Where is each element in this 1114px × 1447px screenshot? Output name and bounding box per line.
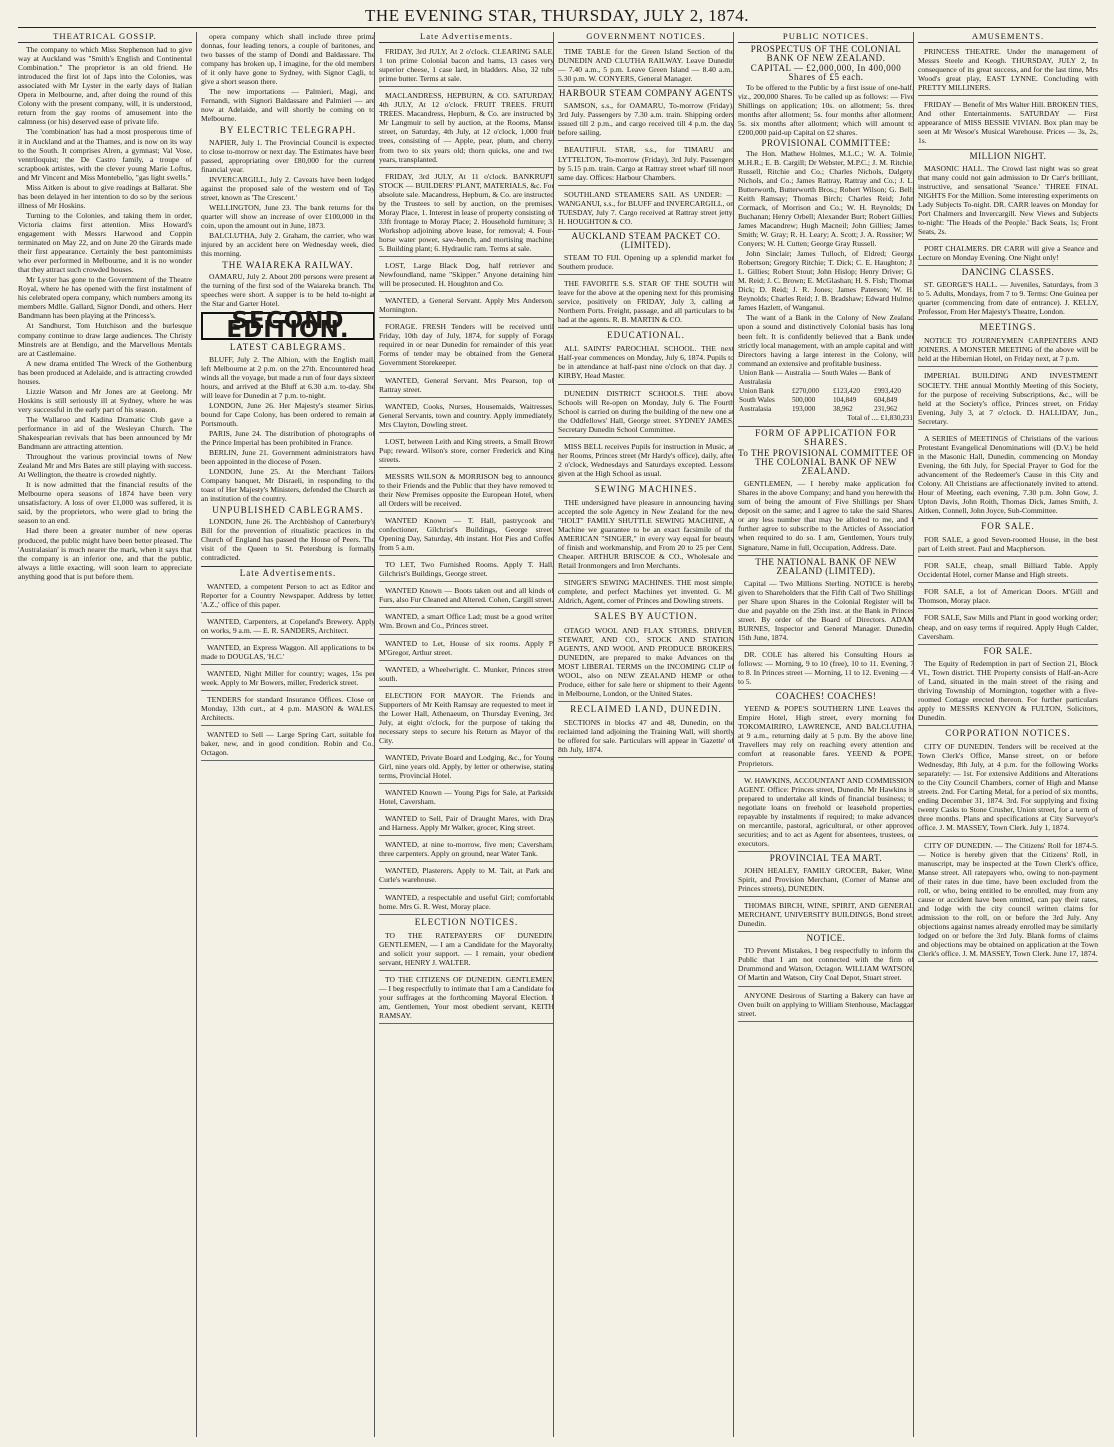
- advertisement: TO LET, Two Furnished Rooms. Apply T. Hall, Gilchrist's Buildings, George street.: [379, 560, 554, 579]
- masthead-rule: [18, 27, 1096, 28]
- advertisement: NOTICE TO JOURNEYMEN CARPENTERS AND JOINERS. A MONSTER MEETING of the above will be held at the Hibernian Hotel, on Friday next, at 7 p.m.: [918, 336, 1098, 364]
- paragraph: Lizzie Watson and Mr Jones are at Geelong. Mr Hoskins is still seriously ill at Sydney, where he was very successful in the early part of his season.: [18, 386, 192, 414]
- column-4: [553, 32, 734, 1437]
- advertisement: WANTED, General Servant. Mrs Pearson, top of Rattray street.: [379, 375, 554, 394]
- advertisement: IMPERIAL BUILDING AND INVESTMENT SOCIETY. THE annual Monthly Meeting of this Society, for the purpose of receiving Subscriptions, &c., will be held at the Society's office, Princes street, on Friday Evening, July 3, at 7 o'clock. D. HALLIDAY, Jun., Secretary.: [918, 371, 1098, 426]
- cablegram: PARIS, June 24. The distribution of photographs of the Prince Imperial has been prohibited in France.: [201, 428, 375, 447]
- column-2: [196, 32, 375, 1437]
- advertisement: FOR SALE, a lot of American Doors. M'Gill and Thomson, Moray place.: [918, 587, 1098, 606]
- advertisement: THE undersigned have pleasure in announcing having accepted the sole Agency in New Zealand for the new "HOLT" FAMILY SHUTTLE SEWING MACHINE, A Machine we guarantee to be an exact facsimile of the AMERICAN "SINGER," in every way equal for beauty of finish and workmanship, and From 20 to 25 per Cent. Cheaper. ARTHUR BRISCOE & CO., Wholesale and Retail Ironmongers and Iron Merchants.: [558, 497, 734, 571]
- educational-heading: EDUCATIONAL.: [607, 330, 685, 341]
- paragraph: Had there been a greater number of new operas produced, the public might have been better pleased. The 'Australasian' is much nearer the mark, when it says that the company is an inferior one, and that the public, always a little exacting, will soon learn to appreciate anything good that is put before them.: [18, 526, 192, 581]
- advertisement: WANTED Known — T. Hall, pastrycook and confectioner, Gilchrist's Buildings, George street. Opening Day, Saturday, 4th instant. Hot Pies and Coffee from 5 a.m.: [379, 516, 554, 553]
- form-heading: FORM OF APPLICATION FOR SHARES.: [738, 426, 914, 447]
- committee-heading: PROVISIONAL COMMITTEE:: [761, 137, 891, 148]
- paragraph: The new importations — Palmieri, Magi, and Fernandi, with Signori Baldassare and Palmieri — are now at Adelaide, and will shortly be coming on to Melbourne.: [201, 87, 375, 124]
- theatrical-gossip-heading: THEATRICAL GOSSIP.: [18, 32, 192, 43]
- advertisement: WANTED, a General Servant. Apply Mrs Anderson, Mornington.: [379, 296, 554, 315]
- advertisement: CITY OF DUNEDIN. — The Citizens' Roll for 1874-5. — Notice is hereby given that the Citizens' Roll, in manuscript, may be inspected at the Town Clerk's office, Manse street. All ratepayers who, owing to non-payment of their rates in due time, have been excluded from the roll, or who, being entitled to be enrolled, may from any cause or accident have been omitted, can pay their rates, and lodge with the city council written claims for admission to the roll, on or before the 3rd July. Any objections against names already enrolled may be similarly lodged on or before the 3rd July. Blank forms of claims and objections may be obtained on application at the Town Clerk's office. J. M. MASSEY, Town Clerk. June 17, 1874.: [918, 840, 1098, 959]
- advertisement: WANTED Known — Boots taken out and all kinds of Furs, also Fur Cleaned and Altered. Cohen, Cargill street.: [379, 586, 554, 605]
- railway-text: OAMARU, July 2. About 200 persons were present at the turning of the first sod of the Waiareka branch. The speeches were short. A supper is to be held to-night at the Star and Garter Hotel.: [201, 272, 375, 309]
- unpublished-text: LONDON, June 26. The Archbishop of Canterbury's Bill for the prevention of ritualistic practices in the Church of England has passed the House of Peers. The visit of the Queen to St. Petersburg is formally contradicted.: [201, 517, 375, 563]
- amusements-heading: AMUSEMENTS.: [918, 32, 1098, 43]
- committee-list: John Sinclair; James Tulloch, of Eldred; George Robertson; Gregory Ritchie; T. Dick; C. E. Haughton; J. L. Gillies; Robert Stout; John Hislop; Henry Driver; G. M. Reid; J. C. Brown; E. McGlashan; H. S. Fish; Thomas Dick; D. Reid; J. R. Jones; James Paterson; W. H. Reynolds; Charles Reid; J. B. Bradshaw; Edward Hulme; James Hazlett, of Wanganui.: [738, 249, 914, 313]
- advertisement: FOR SALE, Saw Mills and Plant in good working order; cheap, and on easy terms if required. Apply Hugh Calder, Caversham.: [918, 613, 1098, 641]
- prospectus-heading: PROSPECTUS OF THE COLONIAL BANK OF NEW ZEALAND.: [750, 44, 902, 64]
- advertisement: WANTED, Plasterers. Apply to M. Tait, at Park and Curle's warehouse.: [379, 866, 554, 885]
- national-bank-heading: THE NATIONAL BANK OF NEW ZEALAND (LIMITED).: [755, 556, 897, 576]
- election-notices-heading: ELECTION NOTICES.: [414, 916, 519, 927]
- advertisement: A SERIES of MEETINGS of Christians of the various Protestant Evangelical Denominations will (D.V.) be held in the Masonic Hall, Dunedin, commencing on Monday Evening, the 6th July, for Special Prayer to God for the advancement of the Redeemer's Cause in this City and Colony. All Christians are affectionately invited to attend. Hour of Meeting, each evening, 7.30 p.m. John Gow, J. Upton Davis, John Roith, Thomas Dick, James Smith, J. Aitken, Connell, John Joyce, Sub-Committee.: [918, 433, 1098, 516]
- advertisement: MESSRS WILSON & MORRISON beg to announce to their Friends and the Public that they have removed to their New Premises opposite the European Hotel, where all Orders will be received.: [379, 471, 554, 509]
- advertisement: W. HAWKINS, ACCOUNTANT AND COMMISSION AGENT. Office: Princes street, Dunedin. Mr Hawkins is prepared to undertake all kinds of financial business; to negotiate loans on freehold or leasehold properties, repayable by instalments if required; to make advances on mercantile, pastoral, agricultural, or other approved securities; and to act as Agent for absentees, trustees, or executors.: [738, 775, 914, 848]
- advertisement: THOMAS BIRCH, WINE, SPIRIT, AND GENERAL MERCHANT, UNIVERSITY BUILDINGS, Bond street, Dunedin.: [738, 901, 914, 929]
- late-advertisements-heading: Late Advertisements.: [379, 32, 554, 43]
- national-bank-text: Capital — Two Millions Sterling. NOTICE is hereby given to Shareholders that the Fifth Call of Two Shillings per Share upon Shares in the Colonial Register will be due and payable on the 25th inst. at the Bank in Princes street. By order of the Board of Directors. ADAM BURNES, Inspector and General Manager. Dunedin, 15th June, 1874.: [738, 578, 914, 642]
- table-row: Union Bank £270,000 £123,420 £993,420: [739, 386, 901, 395]
- advertisement: FORAGE. FRESH Tenders will be received until Friday, 10th day of July, 1874, for supply of Forage required in or near Dunedin for remainder of this year. Forms of tender may be obtained from the General Government Storekeeper.: [379, 322, 554, 368]
- advertisement: THE FAVORITE S.S. STAR OF THE SOUTH will leave for the above at the opening next for this promising service, positively on FRIDAY, July 3, calling at Northern Ports. Freight, passage, and all particulars to be had at the agents. R. B. MARTIN & CO.: [558, 279, 734, 325]
- column-3: [374, 32, 554, 1437]
- telegram: INVERCARGILL, July 2. Caveats have been lodged against the proposed sale of the western end of Tay street, known as 'The Crescent.': [201, 174, 375, 202]
- cablegram: BLUFF, July 2. The Albion, with the English mail, left Melbourne at 2 p.m. on the 27th. Encountered head winds all the voyage, but made a run of four days sixteen hours, and arrived at the Bluff at 6.30 a.m. to-day. She will leave for Dunedin at 7 p.m. to-night.: [201, 354, 375, 400]
- paragraph: The 'combination' has had a most prosperous time of it in Auckland and at the Thames, and is now on its way to the South. It comprises Alren, a gymnast; Val Vose, ventriloquist; the De Castro family, a troupe of scrapbook artistes, with the clever young Marie Loftus, and Mr Vincent and Miss Montebello, "gas light swells.": [18, 127, 192, 182]
- table-row: Australasia 193,000 38,962 231,962: [739, 404, 898, 413]
- advertisement: MACLANDRESS, HEPBURN, & CO. SATURDAY, 4th JULY, At 12 o'clock. FRUIT TREES. FRUIT TREES. Macandress, Hepburn, & Co. are instructed by Mr Langmuir to sell by auction, at the Rooms, Manse street, on Saturday, 4th July, at 12 o'clock, 1,000 fruit trees, consisting of — Apple, pear, plum, and cherry, from two to six years old; thorn quicks, one and two years, transplanted.: [379, 91, 554, 164]
- bank-total: Total of .... £1,830,231: [847, 413, 913, 422]
- advertisement: WANTED, Carpenters, at Copeland's Brewery. Apply on works, 9 a.m. — E. R. SANDERS, Architect.: [201, 616, 375, 635]
- advertisement: WANTED to Let, House of six rooms. Apply P. M'Gregor, Arthur street.: [379, 638, 554, 657]
- unpublished-cablegrams-heading: UNPUBLISHED CABLEGRAMS.: [212, 505, 364, 516]
- for-sale-2-heading: FOR SALE.: [983, 645, 1033, 656]
- advertisement: DR. COLE has altered his Consulting Hours as follows: — Morning, 9 to 10 (free), 10 to 11. Evening, 7 to 8. In Princes street — Morning, 11 to 12. Evening — 4 to 5.: [738, 650, 914, 687]
- latest-cablegrams: [201, 355, 375, 504]
- advertisement: ANYONE Desirous of Starting a Bakery can have an Oven built on applying to William Stenhouse, Maclaggan street.: [738, 990, 914, 1018]
- advertisement: FRIDAY — Benefit of Mrs Walter Hill. BROKEN TIES, And other Entertainments. SATURDAY — First appearance of MISS BESSIE VIVIAN. Box plan may be seen at Mr Wesoe's Musical Warehouse. Prices — 3s, 2s, 1s.: [918, 100, 1098, 146]
- prospectus-text: The want of a Bank in the Colony of New Zealand upon a sound and distinctively Colonial basis has long been felt. It is confidently believed that a Bank under strictly local management, with an ample capital and with Directors having a large interest in the Colony, will command an extensive and profitable business.: [738, 313, 914, 368]
- advertisement: LOST, between Leith and King streets, a Small Brown Pup; reward. Wilson's store, corner Frederick and King streets.: [379, 436, 554, 464]
- paragraph: The company to which Miss Stephenson had to give way at Auckland was "Smith's English and Continental Combination." The proprietor is an old friend. He introduced the first lot of Japs into the Colonies, was associated with Mr Lyster in the early days of Italian Opera in Melbourne, and, after doing the round of this Colony with the present company, will, it is understood, return from the gay rooms of amusement into the calmness (or his) deserved ease of private life.: [18, 45, 192, 127]
- advertisement: WANTED to Sell — Large Spring Cart, suitable for baker, new, and in good condition. Robin and Co., Octagon.: [201, 730, 375, 758]
- paragraph: The Wallaroo and Kadina Dramatic Club gave a performance in aid of the Wesleyan Church. The Shakespearian revivals that has been announced by Mr Bandmann are attracting attention.: [18, 414, 192, 452]
- paragraph: At Sandhurst, Tom Hutchison and the burlesque company continue to draw large audiences. The Christy Minstrels are at Bendigo, and the Marvellous Mentals are at Castlemaine.: [18, 321, 192, 358]
- advertisement: The Equity of Redemption in part of Section 21, Block VI., Town district. THE Property consists of Half-an-Acre of Land, situated in the main street of the rising and thriving Township of Mornington, together with a five-roomed Cottage erected thereon. For further particulars apply to MESSRS KENYON & FULTON, Solicitors, Dunedin.: [918, 658, 1098, 722]
- harbour-agents-heading: HARBOUR STEAM COMPANY AGENTS: [558, 88, 734, 99]
- advertisement: DUNEDIN DISTRICT SCHOOLS. THE above Schools will Re-open on Monday, July 6. The Fourth School is carried on during the building of the new one at the Oddfellows' Hall, George street. SYDNEY JAMES, Secretary Dunedin School Committee.: [558, 388, 734, 434]
- advertisement: WANTED, an Express Waggon. All applications to be made to DOUGLAS, 'H.C.': [201, 642, 375, 661]
- advertisement: WANTED, Cooks, Nurses, Housemaids, Waitresses, General Servants, town and country. Apply immediately, Mrs Clayton, Dowling street.: [379, 401, 554, 429]
- paragraph: A new drama entitled The Wreck of the Gothenburg has been produced at Adelaide, and is attracting crowded houses.: [18, 358, 192, 386]
- paragraph: It is now admitted that the financial results of the Melbourne opera seasons of 1874 have been very unsatisfactory. A loss of over £1,000 was suffered, it is said, by the proprietors, who were glad to bring the season to an end.: [18, 480, 192, 526]
- advertisement: SECTIONS in blocks 47 and 48, Dunedin, on the reclaimed land adjoining the Training Wall, will shortly be offered for sale. Particulars will appear in 'Gazette' of 8th July, 1874.: [558, 717, 734, 755]
- advertisement: ALL SAINTS' PAROCHIAL SCHOOL. THE next Half-year commences on Monday, July 6, 1874. Pupils to be in attendance at half-past nine o'clock on that day. J. KIRBY, Head Master.: [558, 344, 734, 381]
- column-5: [733, 32, 914, 1437]
- advertisement: MASONIC HALL. The Crowd last night was so great that many could not gain admission to Dr Carr's brilliant, instructive, and sensational 'Seance.' THREE FINAL NIGHTS For the Million. Some interesting experiments on Lady Subjects To-night. DR. CARR leaves on Monday for Port Chalmers and Invercargill. New Views and Subjects to-night: 'The Heads of the People.' Back Seats, 1s; Front Seats, 2s.: [918, 163, 1098, 236]
- advertisement: ST. GEORGE'S HALL. — Juveniles, Saturdays, from 3 to 5. Adults, Mondays, from 7 to 9. Terms: One Guinea per quarter (commencing from date of entrance). J. KELLY, Professor, From Her Majesty's Theatre, London.: [918, 280, 1098, 317]
- advertisement: SOUTHLAND STEAMERS SAIL AS UNDER: — WANGANUI, s.s., for BLUFF and INVERCARGILL, on TUESDAY, July 7. Cargo received at Rattray street jetty. H. HOUGHTON & CO.: [558, 189, 734, 226]
- telegram: WELLINGTON, June 23. The bank returns for the quarter will show an increase of over £100,000 in the coin, upon the amount out in June, 1873.: [201, 202, 375, 230]
- latest-cablegrams-heading: LATEST CABLEGRAMS.: [229, 342, 347, 353]
- advertisement: ELECTION FOR MAYOR. The Friends and Supporters of Mr Keith Ramsay are requested to meet in the Lower Hall, Athenaeum, on Thursday Evening, 3rd July, at eight o'clock, for the purpose of taking the necessary steps to secure his Return as Mayor of the City.: [379, 690, 554, 745]
- election-notice: TO THE CITIZENS OF DUNEDIN. GENTLEMEN, — I beg respectfully to intimate that I am a Candidate for your suffrages at the forthcoming Mayoral Election. I am, Gentlemen, Your most obedient servant, KEITH RAMSAY.: [379, 974, 554, 1021]
- cablegram: LONDON, June 25. At the Merchant Tailors' Company banquet, Mr Disraeli, in responding to the toast of Her Majesty's Ministers, defended the Church as an institution of the country.: [201, 467, 375, 504]
- reclaimed-land-heading: RECLAIMED LAND, DUNEDIN.: [570, 703, 722, 714]
- advertisement: WANTED, Night Miller for country; wages, 15s per week. Apply to Mr Bowers, miller, Frederick street.: [201, 668, 375, 687]
- paragraph: Turning to the Colonies, and taking them in order, Victoria claims first attention. Miss Howard's engagement with Messrs Harwood and Coppin terminated on May 22, and on June 20 the Girards made their first appearance. Certainly the best pantomimists who ever performed in Melbourne, and it is no wonder that they attract such crowded houses.: [18, 210, 192, 275]
- advertisement: TIME TABLE for the Green Island Section of the DUNEDIN AND CLUTHA RAILWAY. Leave Dunedin — 7.40 a.m., 5 p.m. Leave Green Island — 8.40 a.m., 5.30 p.m. W. CONYERS, General Manager.: [558, 47, 734, 84]
- advertisement: YEEND & POPE'S SOUTHERN LINE Leaves the Empire Hotel, High street, every morning for TOKOMAIRIRO, LAWRENCE, AND BALCLUTHA, at 9 a.m., returning daily at 5 p.m. By the above line, Travellers may rely on reaching every attention and comfort at reasonable fares. YEEND & POPE, Proprietors.: [738, 704, 914, 768]
- paragraph: Throughout the various provincial towns of New Zealand Mr and Mrs Bates are still playing with success. At Wellington, the theatre is crowded nightly.: [18, 452, 192, 480]
- auckland-steam-heading: AUCKLAND STEAM PACKET CO. (LIMITED).: [571, 230, 721, 250]
- advertisement: BEAUTIFUL STAR, s.s., for TIMARU and LYTTELTON, To-morrow (Friday), 3rd July. Passengers by 5.15 p.m. train. Cargo at Rattray street wharf till noon same day. Offices: Harbour Chambers.: [558, 145, 734, 182]
- table-row: South Wales 500,000 104,849 604,849: [739, 395, 898, 404]
- capital-text: To be offered to the Public by a first issue of one-half, viz., 200,000 Shares. To be called up as follows: — Five Shillings on application; 10s. on allotment; 5s. three months after allotment; 5s. four months after allotment; 5s. six months after allotment; which will amount to £200,000 paid-up Capital on £2 shares.: [738, 83, 914, 138]
- meetings-heading: MEETINGS.: [979, 322, 1037, 333]
- form-text: GENTLEMEN, — I hereby make application for Shares in the above Company; and hand you herewith the sum of being the amount of Five Shillings per Share deposit on the same; and I agree to take the said Shares, or any less number that may be allotted to me, and I further agree to subscribe to the Articles of Association when required to do so. I am, Gentlemen, Yours truly, Signature, Name in full, Occupation, Address. Date.: [738, 479, 914, 552]
- election-notice: TO THE RATEPAYERS OF DUNEDIN. GENTLEMEN, — I am a Candidate for the Mayoralty, and solicit your support. — I remain, your obedient servant, HENRY J. WALTER.: [379, 930, 554, 967]
- public-notices-heading: PUBLIC NOTICES.: [738, 32, 914, 43]
- for-sale-heading: FOR SALE.: [981, 521, 1035, 532]
- form-to: To THE PROVISIONAL COMMITTEE OF THE COLONIAL BANK OF NEW ZEALAND.: [738, 448, 914, 477]
- dancing-heading: DANCING CLASSES.: [961, 267, 1055, 278]
- advertisement: WANTED Known — Young Pigs for Sale, at Parkside Hotel, Caversham.: [379, 788, 554, 807]
- advertisement: MISS BELL receives Pupils for instruction in Music, at her Rooms, Princes street (Mr Hardy's office), daily, after 2 o'clock, Wednesdays and Saturdays excepted. Lessons given at the High School as usual.: [558, 441, 734, 478]
- sales-by-auction-heading: SALES BY AUCTION.: [594, 611, 698, 622]
- theatrical-gossip-body: [18, 45, 192, 581]
- advertisement: SAMSON, s.s., for OAMARU, To-morrow (Friday), 3rd July. Passengers by 7.30 a.m. train. Shipping orders issued till 2 p.m., and cargo received till 4 p.m. the day before sailing.: [558, 101, 734, 138]
- advertisement: WANTED, Private Board and Lodging, &c., for Young Girl, nine years old. Apply, by letter or otherwise, stating terms, Provincial Hotel.: [379, 753, 554, 781]
- column-6: [913, 32, 1098, 1437]
- advertisement: SINGER'S SEWING MACHINES. THE most simple, complete, and perfect Machines yet invented. G. M. Aldrich, Agent, corner of Princes and Dowling streets.: [558, 578, 734, 606]
- opera-continuation: [201, 32, 375, 123]
- advertisement: JOHN HEALEY, FAMILY GROCER, Baker, Wine, Spirit, and Provision Merchant, (Corner of Manse and Princes streets), DUNEDIN.: [738, 865, 914, 894]
- tea-mart-heading: PROVINCIAL TEA MART.: [769, 852, 883, 863]
- advertisement: TENDERS for standard Insurance Offices. Close on Monday, 13th curt., at 4 p.m. MASON & WALES, Architects.: [201, 695, 375, 723]
- advertisement: CITY OF DUNEDIN. Tenders will be received at the Town Clerk's Office, Manse street, on or before Wednesday, 8th July, at 4 p.m. for the following Works separately: — 1st. For extensive Additions and Alterations to the City Council Chambers, corner of High and Manse streets. 2nd. For Carting Metal, for a period of six months, ending December 31, 1874. 3rd. For supplying and fixing twenty Casks to Stone Crusher, Union street, for a term of three months. Plans and specifications at City Surveyor's office. J. M. MASSEY, Town Clerk. July 1, 1874.: [918, 742, 1098, 833]
- masthead: THE EVENING STAR, THURSDAY, JULY 2, 1874.: [365, 6, 749, 25]
- corporation-notices-heading: CORPORATION NOTICES.: [945, 728, 1071, 738]
- telegram: BALCLUTHA, July 2. Graham, the carrier, who was injured by an accident here on Wednesday week, died this morning.: [201, 230, 375, 259]
- railway-heading: THE WAIAREKA RAILWAY.: [222, 260, 354, 271]
- telegraph-heading: BY ELECTRIC TELEGRAPH.: [219, 125, 357, 136]
- cablegram: LONDON, June 26. Her Majesty's steamer Sirius, bound for Cape Colony, has been ordered to remain at Portsmouth.: [201, 400, 375, 428]
- bank-table: [738, 369, 914, 423]
- committee-list: The Hon. Mathew Holmes, M.L.C.; W. A. Tolmie, M.H.R.; E. B. Cargill; Dr Webster, M.P.C.; J. M. Ritchie, Russell, Ritchie and Co.; Charles Nichols, Dalgety, Nichols, and Co.; James Rattray, Rattray and Co.; J. L. Butterworth, Butterworth Bros.; Robert Wilson; G. Bell; Keith Ramsay; Thomas Birch; Charles Reid; John Cormack, of Morrison and Co.; W. H. Reynolds; Dr Buchanan; Henry Orbell; Alexander Burt; Robert Gillies; James Macandrew; Hugh Macneil; John Gillies; James Smith; W. Gray; R. H. Leary; A. Scott; J. A. Rossiter; W. Conyers; W. H. Cutten; George Gray Russell.: [738, 148, 914, 249]
- advertisement: STEAM TO FIJI. Opening up a splendid market for Southern produce.: [558, 252, 734, 271]
- sewing-machines-heading: SEWING MACHINES.: [594, 483, 698, 494]
- capital-line: CAPITAL — £2,000,000, In 400,000 Shares of £5 each.: [750, 63, 902, 83]
- advertisement: FRIDAY, 3rd JULY, At 11 o'clock. BANKRUPT STOCK — BUILDERS' PLANT, MATERIALS, &c. For absolute sale. Macandress, Hepburn, & Co. are instructed by the Trustees to sell by auction, on the premises, Moray Place, 1. Interest in lease of property consisting of 33ft frontage to Moray Place; 2. Household furniture; 3. Workshop adjoining above lease, for removal; 4. Four-horse water power, saw-bench, and mortising machine; 5. Building plant; 6. Hydraulic ram. Terms at sale.: [379, 171, 554, 253]
- advertisement: WANTED to Sell, Pair of Draught Mares, with Dray and Harness. Apply Mr Walker, grocer, King street.: [379, 814, 554, 833]
- government-notices-heading: GOVERNMENT NOTICES.: [558, 32, 734, 43]
- advertisement: PRINCESS THEATRE. Under the management of Messrs Steele and Keogh. THURSDAY, JULY 2, In consequence of its great success, and for the last time, Mrs Wood's great play, EAST LYNNE. Concluding with PRETTY MILLINERS.: [918, 47, 1098, 93]
- advertisement: FOR SALE, a good Seven-roomed House, in the best part of Leith street. Paul and Macpherson.: [918, 535, 1098, 554]
- bank-table-heading: Union Bank — Australia — South Wales — Bank of Australasia: [739, 368, 892, 386]
- coaches-heading: COACHES! COACHES!: [775, 691, 877, 702]
- advertisement: LOST, Large Black Dog, half retriever and Newfoundland, name "Skipper." Anyone detaining him will be prosecuted. H. Houghton and Co.: [379, 261, 554, 289]
- late-ads-heading: Late Advertisements.: [201, 566, 375, 578]
- notice-heading: NOTICE.: [806, 933, 846, 944]
- million-night-heading: MILLION NIGHT.: [969, 150, 1047, 161]
- advertisement: WANTED, a competent Person to act as Editor and Reporter for a Country Newspaper. Address by letter, 'A.Z.,' office of this paper.: [201, 581, 375, 609]
- paragraph: Miss Aitken is about to give readings at Ballarat. She has been delayed in her intention to do so by the serious illness of Mr Hoskins.: [18, 182, 192, 210]
- advertisement: WANTED, at nine to-morrow, five men; Caversham, three carpenters. Apply on ground, near Water Tank.: [379, 840, 554, 859]
- advertisement: TO Prevent Mistakes, I beg respectfully to inform the Public that I am not connected with the firm of Drummond and Watson, Octagon. WILLIAM WATSON, Of Martin and Watson, City Coal Depot, Stuart street.: [738, 946, 914, 983]
- advertisement: WANTED, a respectable and useful Girl; comfortable home. Mrs G. R. West, Moray place.: [379, 892, 554, 911]
- advertisement: FRIDAY, 3rd JULY, At 2 o'clock. CLEARING SALE. 1 ton prime Colonial bacon and hams, 13 cases very superior cheese, 1 case lard, in bladders. Also, 32 tubs prime butter. Terms at sale.: [379, 47, 554, 84]
- second-edition-banner: SECOND EDITION.: [201, 312, 375, 340]
- advertisement: FOR SALE, cheap, small Billiard Table. Apply Occidental Hotel, corner Manse and High streets.: [918, 561, 1098, 580]
- advertisement: PORT CHALMERS. DR CARR will give a Seance and Lecture on Monday Evening. One Night only!: [918, 243, 1098, 262]
- paragraph: opera company which shall include three prima donnas, four leading tenors, a couple of baritones, and two basses of the stamp of Dondi and Baldassare. The company has broken up, I imagine, for the old members of it only have gone to Sydney, with Signor Cagli, to give a short season there.: [201, 32, 375, 87]
- column-1: [18, 32, 192, 1437]
- advertisement: WANTED, a Wheelwright. C. Munker, Princes street south.: [379, 664, 554, 683]
- paragraph: Mr Lyster has gone to the Government of the Theatre Royal, where he has opened with the first instalment of his celebrated opera company, which numbers among its members Mdlle. Gallard, Signor Dondi, and others. Herr Bandmann has been playing at the Princess's.: [18, 275, 192, 321]
- advertisement: WANTED, a smart Office Lad; must be a good writer. Wm. Brown and Co., Princes street.: [379, 612, 554, 631]
- telegram: NAPIER, July 1. The Provincial Council is expected to close to-morrow or next day. The Estimates have been passed, appropriating over £80,000 for the current financial year.: [201, 137, 375, 174]
- telegraph-items: [201, 138, 375, 259]
- cablegram: BERLIN, June 21. Government administrators have been appointed in the diocese of Posen.: [201, 447, 375, 467]
- advertisement: OTAGO WOOL AND FLAX STORES. DRIVER, STEWART, AND CO., STOCK AND STATION AGENTS, AND WOOL AND PRODUCE BROKERS, DUNEDIN, are prepared to make Advances on the MOST LIBERAL TERMS on the INCOMING CLIP of WOOL, also on NEW ZEALAND HEMP or other Produce, either for sale here or shipment to their Agents in Melbourne, London, or the United States.: [558, 625, 734, 698]
